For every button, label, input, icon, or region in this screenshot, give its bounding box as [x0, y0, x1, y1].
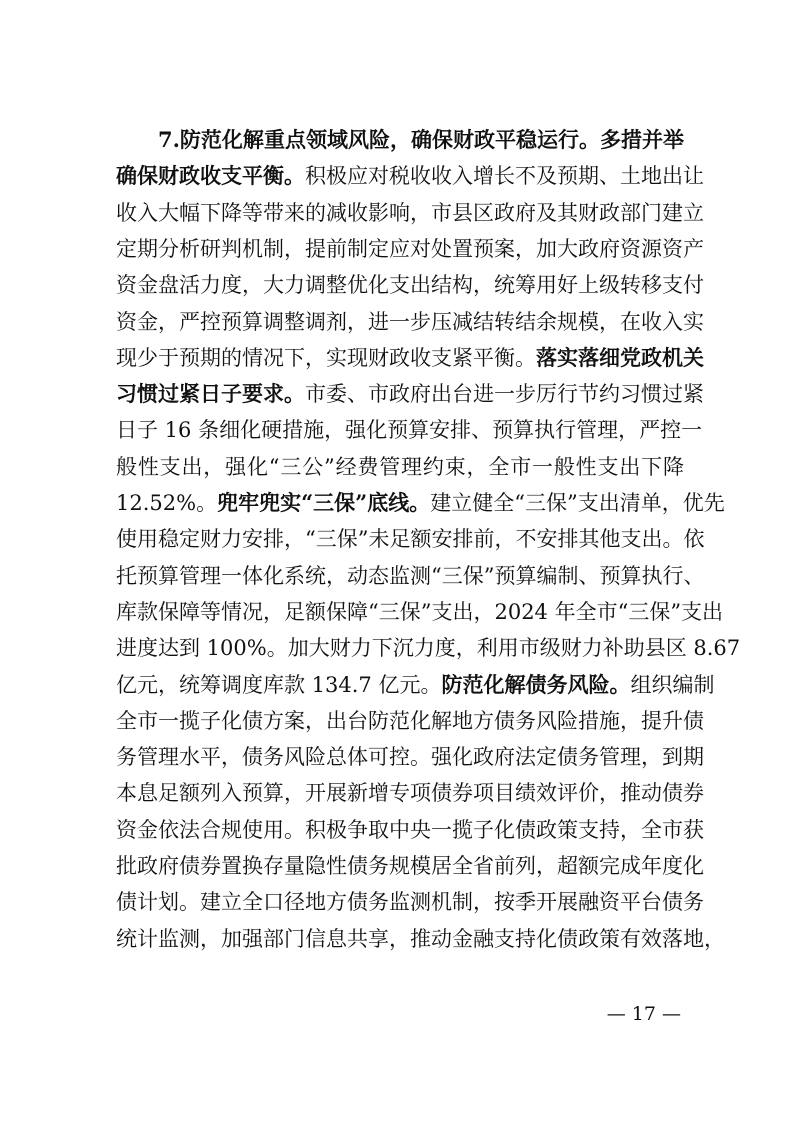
text-segment: 全市一揽子化债方案，出台防范化解地方债务风险措施，提升债	[116, 708, 704, 733]
text-line	[116, 412, 703, 448]
text-line	[116, 195, 704, 231]
text-segment: 现少于预期的情况下，实现财政收支紧平衡。	[116, 345, 536, 370]
text-segment: 进度达到 100%。加大财力下沉力度，利用市级财力补助县区 8.67	[116, 636, 741, 661]
text-line	[116, 848, 704, 884]
text-segment: 资金，严控预算调整调剂，进一步压减结转结余规模，在收入实	[116, 309, 704, 334]
text-line	[116, 630, 741, 666]
text-line	[116, 812, 704, 848]
text-line	[158, 122, 684, 158]
text-line	[116, 521, 705, 557]
text-segment: 亿元，统筹调度库款 134.7 亿元。	[116, 672, 442, 697]
text-segment: 债计划。建立全口径地方债务监测机制，按季开展融资平台债务	[116, 890, 704, 915]
bold-heading-segment: 落实落细党政机关	[536, 344, 704, 370]
text-segment: 使用稳定财力安排，“三保”未足额安排前，不安排其他支出。依	[116, 527, 705, 552]
text-line	[116, 376, 704, 412]
text-line	[116, 884, 704, 920]
bold-heading-segment: 7.防范化解重点领域风险，确保财政平稳运行。多措并举	[158, 127, 684, 152]
text-segment: 积极应对税收收入增长不及预期、土地出让	[305, 164, 704, 189]
text-line	[116, 158, 704, 194]
text-line	[116, 667, 715, 703]
text-line	[116, 267, 704, 303]
bold-heading-segment: 习惯过紧日子要求。	[116, 381, 305, 407]
text-line	[116, 340, 704, 376]
text-segment: 务管理水平，债务风险总体可控。强化政府法定债务管理，到期	[116, 745, 704, 770]
text-segment: 批政府债券置换存量隐性债务规模居全省前列，超额完成年度化	[116, 854, 704, 878]
text-segment: 组织编制	[630, 672, 715, 697]
text-segment: 定期分析研判机制，提前制定应对处置预案，加大政府资源资产	[116, 236, 704, 261]
bold-heading-segment: 防范化解债务风险。	[441, 671, 631, 697]
text-segment: 建立健全“三保”支出清单，优先	[430, 491, 725, 515]
text-segment: 统计监测，加强部门信息共享，推动金融支持化债政策有效落地，	[116, 926, 725, 951]
text-line	[116, 594, 724, 630]
text-line	[116, 449, 684, 485]
text-line	[116, 703, 704, 739]
text-segment: 般性支出，强化“三公”经费管理约束，全市一般性支出下降	[116, 454, 684, 479]
text-line	[116, 739, 704, 775]
text-line	[116, 775, 704, 811]
text-segment: 托预算管理一体化系统，动态监测“三保”预算编制、预算执行、	[116, 563, 705, 588]
text-line	[116, 921, 725, 957]
text-segment: 收入大幅下降等带来的减收影响，市县区政府及其财政部门建立	[116, 200, 704, 225]
page-number: — 17 —	[606, 1003, 681, 1025]
text-segment: 资金依法合规使用。积极争取中央一揽子化债政策支持，全市获	[116, 817, 704, 842]
text-segment: 本息足额列入预算，开展新增专项债券项目绩效评价，推动债券	[116, 781, 704, 806]
bold-heading-segment: 确保财政收支平衡。	[116, 163, 305, 189]
text-segment: 库款保障等情况，足额保障“三保”支出，2024 年全市“三保”支出	[116, 599, 724, 624]
bold-heading-segment: 兜牢兜实“三保”底线。	[217, 490, 431, 515]
text-segment: 资金盘活力度，大力调整优化支出结构，统筹用好上级转移支付	[116, 273, 704, 298]
text-segment: 12.52%。	[116, 491, 218, 515]
text-segment: 日子 16 条细化硬措施，强化预算安排、预算执行管理，严控一	[116, 418, 703, 443]
text-line	[116, 485, 725, 521]
text-segment: 市委、市政府出台进一步厉行节约习惯过紧	[305, 382, 704, 407]
text-line	[116, 558, 705, 594]
text-line	[116, 304, 704, 340]
text-line	[116, 231, 704, 267]
